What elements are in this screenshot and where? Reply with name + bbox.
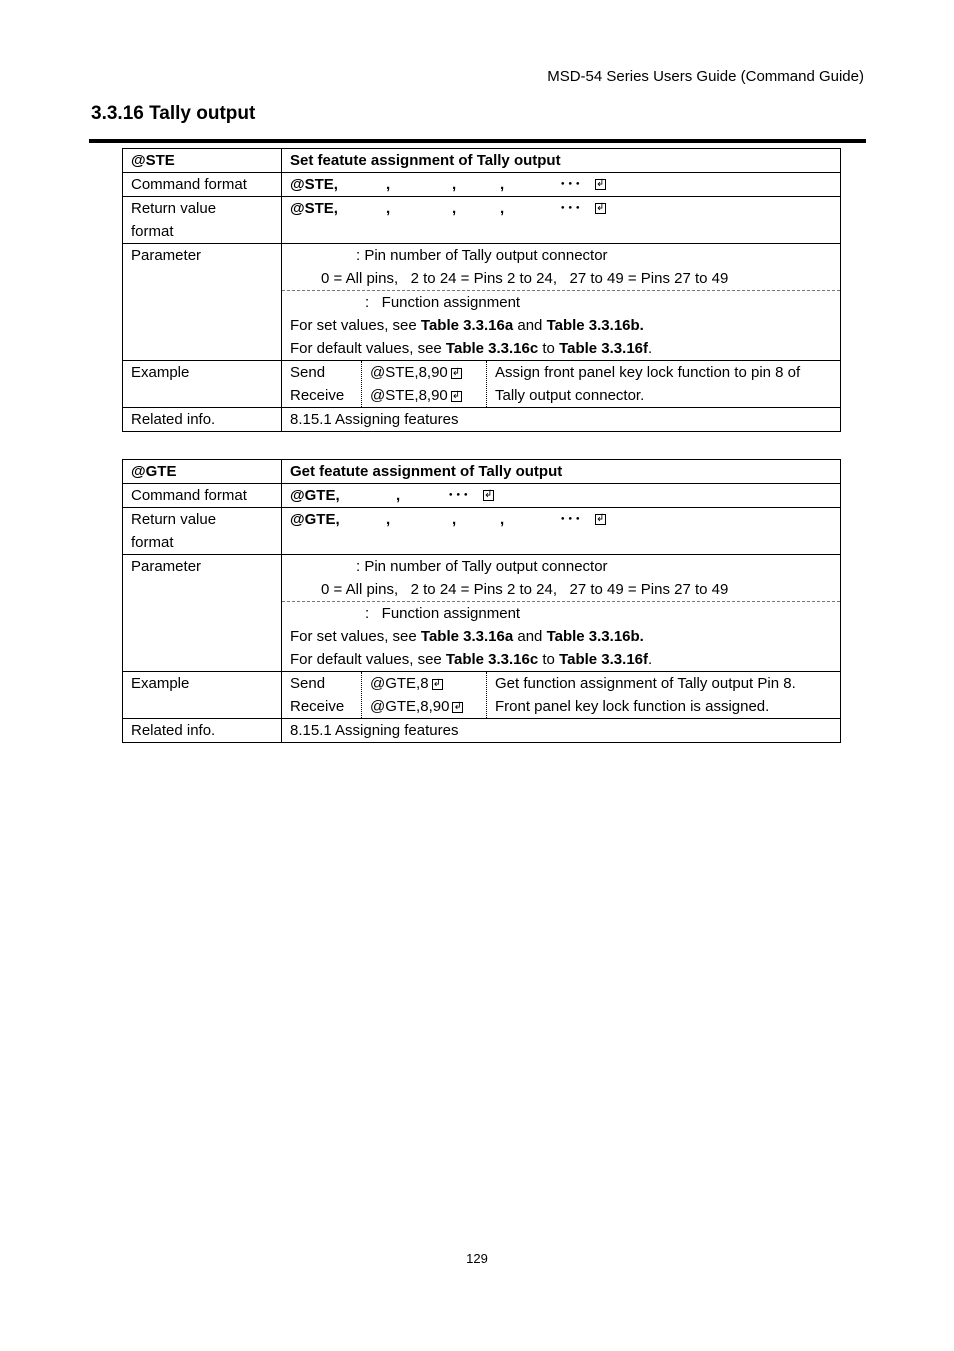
enter-icon: [452, 702, 463, 713]
example-cell: [282, 672, 841, 719]
related-info: 8.15.1 Assigning features: [282, 408, 841, 432]
command-description: Get featute assignment of Tally output: [282, 460, 841, 484]
format-sep: ,: [386, 200, 391, 217]
format-sep: ,: [452, 200, 457, 217]
return-label-line1: Return value: [131, 200, 217, 217]
receive-label: Receive: [290, 698, 345, 715]
parameter-cell: [282, 555, 841, 672]
receive-command: @STE,8,90↲: [370, 384, 486, 407]
format-cmd: @STE,: [290, 200, 338, 217]
enter-icon: [595, 514, 606, 525]
command-format-label: Command format: [123, 173, 282, 197]
format-cmd: @GTE,: [290, 511, 340, 528]
example-description-line1: Get function assignment of Tally output Pin 8.: [495, 675, 796, 692]
format-sep: ,: [452, 511, 457, 528]
format-cmd: @STE,: [290, 176, 338, 193]
command-format: [282, 484, 841, 508]
send-label: Send: [290, 675, 326, 692]
parameter-label: Parameter: [123, 555, 282, 672]
section-title: 3.3.16 Tally output: [91, 103, 256, 124]
page-header: MSD-54 Series Users Guide (Command Guide): [547, 68, 864, 85]
param1-description: : Pin number of Tally output connector: [356, 558, 608, 575]
return-label-line1: Return value: [131, 511, 217, 528]
example-label: Example: [123, 361, 282, 408]
example-cell: [282, 361, 841, 408]
format-ellipsis: ･･･: [559, 200, 582, 217]
return-label-line2: format: [131, 534, 174, 551]
example-description-line2: Tally output connector.: [495, 387, 645, 404]
enter-icon: [451, 368, 462, 379]
return-format: [282, 197, 841, 244]
return-format: [282, 508, 841, 555]
format-sep: ,: [452, 176, 457, 193]
format-cmd: @GTE,: [290, 487, 340, 504]
related-info-label: Related info.: [123, 408, 282, 432]
command-description: Set featute assignment of Tally output: [282, 149, 841, 173]
enter-icon: [483, 490, 494, 501]
format-sep: ,: [500, 511, 505, 528]
receive-command: @GTE,8,90↲: [370, 695, 486, 718]
enter-icon: [595, 203, 606, 214]
send-command: @GTE,8↲: [370, 672, 486, 695]
format-ellipsis: ･･･: [559, 176, 582, 193]
gte-command-table: [122, 459, 841, 743]
default-values-note: For default values, see Table 3.3.16c to Table 3.3.16f.: [290, 340, 653, 357]
param1-values: 0 = All pins, 2 to 24 = Pins 2 to 24, 27 to 49 = Pins 27 to 49: [321, 270, 729, 287]
format-sep: ,: [396, 487, 401, 504]
parameter-label: Parameter: [123, 244, 282, 361]
format-sep: ,: [500, 176, 505, 193]
related-info: 8.15.1 Assigning features: [282, 719, 841, 743]
command-name: @STE: [123, 149, 282, 173]
receive-label: Receive: [290, 387, 345, 404]
set-values-note: For set values, see Table 3.3.16a and Table 3.3.16b.: [290, 317, 644, 334]
param1-values: 0 = All pins, 2 to 24 = Pins 2 to 24, 27 to 49 = Pins 27 to 49: [321, 581, 729, 598]
command-format-label: Command format: [123, 484, 282, 508]
param2-description: : Function assignment: [365, 605, 521, 622]
format-ellipsis: ･･･: [559, 511, 582, 528]
title-rule: [89, 139, 866, 143]
set-values-note: For set values, see Table 3.3.16a and Table 3.3.16b.: [290, 628, 644, 645]
example-description-line1: Assign front panel key lock function to pin 8 of: [495, 364, 801, 381]
page-number: 129: [466, 1251, 488, 1266]
send-command: @STE,8,90↲: [370, 361, 486, 384]
example-label: Example: [123, 672, 282, 719]
enter-icon: [451, 391, 462, 402]
return-format-label: [123, 197, 282, 244]
return-label-line2: format: [131, 223, 174, 240]
example-description-line2: Front panel key lock function is assigned.: [495, 698, 770, 715]
command-format: [282, 173, 841, 197]
param1-description: : Pin number of Tally output connector: [356, 247, 608, 264]
return-format-label: [123, 508, 282, 555]
format-sep: ,: [500, 200, 505, 217]
ste-command-table: [122, 148, 841, 432]
format-sep: ,: [386, 511, 391, 528]
command-name: @GTE: [123, 460, 282, 484]
enter-icon: [432, 679, 443, 690]
format-ellipsis: ･･･: [447, 487, 470, 504]
parameter-cell: [282, 244, 841, 361]
send-label: Send: [290, 364, 326, 381]
enter-icon: [595, 179, 606, 190]
param2-description: : Function assignment: [365, 294, 521, 311]
format-sep: ,: [386, 176, 391, 193]
related-info-label: Related info.: [123, 719, 282, 743]
default-values-note: For default values, see Table 3.3.16c to Table 3.3.16f.: [290, 651, 653, 668]
